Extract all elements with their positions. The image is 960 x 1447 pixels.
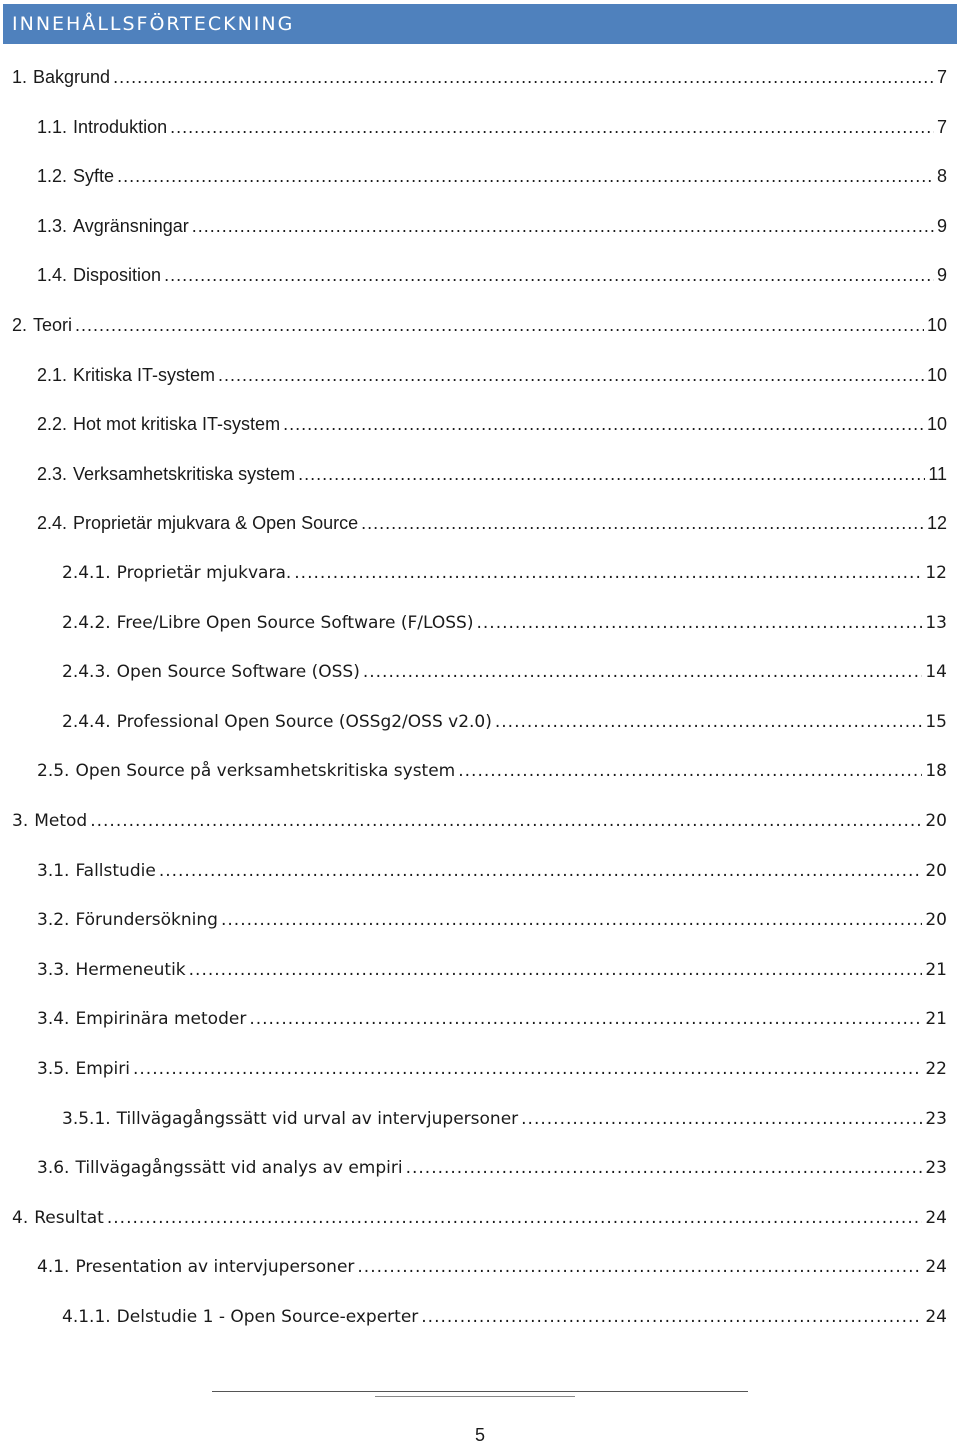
toc-entry-number: 1.2.	[37, 166, 68, 186]
toc-dot-leader	[294, 560, 922, 586]
toc-entry-page: 24	[925, 1307, 947, 1327]
toc-entry-title: Resultat	[34, 1208, 104, 1228]
toc-dot-leader	[189, 957, 923, 983]
toc-entry-number: 2.4.3.	[62, 662, 111, 682]
toc-entry-number: 3.2.	[37, 910, 70, 930]
toc-dot-leader	[421, 1304, 922, 1330]
toc-entry[interactable]	[37, 907, 947, 933]
toc-entry[interactable]	[37, 510, 947, 536]
toc-heading: INNEHÅLLSFÖRTECKNING	[12, 13, 295, 35]
toc-dot-leader	[521, 1106, 922, 1132]
toc-dot-leader	[495, 709, 922, 735]
toc-entry-number: 4.	[12, 1208, 29, 1228]
toc-dot-leader	[283, 411, 924, 437]
toc-entry-page: 7	[936, 117, 947, 137]
toc-entry[interactable]	[37, 957, 947, 983]
footer-rule	[212, 1391, 748, 1392]
toc-dot-leader	[107, 1205, 923, 1231]
toc-entry-page: 20	[925, 811, 947, 831]
toc-entry[interactable]	[37, 858, 947, 884]
footer-rule-short	[375, 1396, 575, 1397]
toc-entry-number: 1.3.	[37, 216, 68, 236]
toc-dot-leader	[361, 510, 924, 536]
toc-entry[interactable]	[12, 1205, 947, 1231]
toc-dot-leader	[249, 1006, 922, 1032]
toc-entry-page: 7	[936, 67, 947, 87]
toc-entry-title: Avgränsningar	[73, 216, 189, 236]
toc-heading-bar	[3, 4, 957, 44]
toc-dot-leader	[221, 907, 922, 933]
toc-entry-title: Teori	[33, 315, 73, 335]
toc-entry-title: Open Source på verksamhetskritiska system	[75, 761, 456, 781]
toc-entry-title: Hot mot kritiska IT-system	[73, 414, 281, 434]
toc-entry-title: Empirinära metoder	[75, 1009, 247, 1029]
toc-dot-leader	[159, 858, 923, 884]
toc-entry-number: 3.4.	[37, 1009, 70, 1029]
toc-entry-page: 24	[925, 1208, 947, 1228]
toc-entry[interactable]	[37, 758, 947, 784]
toc-entry[interactable]	[62, 1304, 947, 1330]
toc-entry-number: 3.5.1.	[62, 1109, 111, 1129]
toc-dot-leader	[170, 114, 934, 140]
toc-entry[interactable]	[37, 411, 947, 437]
toc-entry-page: 20	[925, 910, 947, 930]
toc-entry-title: Hermeneutik	[75, 960, 186, 980]
toc-entry[interactable]	[62, 709, 947, 735]
toc-entry[interactable]	[12, 64, 947, 90]
toc-entry-number: 2.4.	[37, 513, 68, 533]
toc-dot-leader	[357, 1254, 922, 1280]
toc-entry-page: 21	[925, 1009, 947, 1029]
toc-entry[interactable]	[12, 808, 947, 834]
toc-entry-number: 3.1.	[37, 861, 70, 881]
toc-entry-page: 20	[925, 861, 947, 881]
toc-entry-title: Disposition	[73, 265, 162, 285]
toc-entry[interactable]	[37, 262, 947, 288]
toc-entry-title: Free/Libre Open Source Software (F/LOSS)	[116, 613, 474, 633]
toc-entry-title: Metod	[34, 811, 88, 831]
toc-entry-number: 1.4.	[37, 265, 68, 285]
toc-entry-title: Professional Open Source (OSSg2/OSS v2.0)	[116, 712, 492, 732]
toc-dot-leader	[363, 659, 923, 685]
toc-dot-leader	[192, 213, 934, 239]
toc-entry-number: 2.4.2.	[62, 613, 111, 633]
toc-entry[interactable]	[37, 163, 947, 189]
toc-entry[interactable]	[37, 1006, 947, 1032]
toc-entry-page: 9	[936, 216, 947, 236]
toc-entry[interactable]	[62, 560, 947, 586]
toc-entry-page: 10	[926, 315, 947, 335]
toc-entry[interactable]	[37, 1056, 947, 1082]
toc-entry-title: Delstudie 1 - Open Source-experter	[116, 1307, 419, 1327]
toc-entry-title: Fallstudie	[75, 861, 156, 881]
toc-entry-title: Introduktion	[73, 117, 168, 137]
toc-entry-number: 2.3.	[37, 464, 68, 484]
toc-entry[interactable]	[37, 1254, 947, 1280]
toc-entry[interactable]	[62, 659, 947, 685]
toc-entry-number: 4.1.	[37, 1257, 70, 1277]
toc-entry-number: 2.	[12, 315, 28, 335]
toc-entry-title: Verksamhetskritiska system	[73, 464, 296, 484]
toc-entry-page: 18	[925, 761, 947, 781]
toc-entry-page: 9	[936, 265, 947, 285]
toc-entry-title: Bakgrund	[33, 67, 111, 87]
toc-entry-title: Tillvägagångssätt vid analys av empiri	[75, 1158, 403, 1178]
toc-entry-number: 2.4.1.	[62, 563, 111, 583]
toc-entry-title: Kritiska IT-system	[73, 365, 216, 385]
toc-entry[interactable]	[37, 1155, 947, 1181]
toc-entry[interactable]	[37, 362, 947, 388]
toc-dot-leader	[164, 262, 934, 288]
toc-entry[interactable]	[37, 114, 947, 140]
toc-entry-title: Open Source Software (OSS)	[116, 662, 360, 682]
toc-entry[interactable]	[37, 213, 947, 239]
toc-entry-title: Proprietär mjukvara & Open Source	[73, 513, 359, 533]
toc-entry-page: 21	[925, 960, 947, 980]
toc-entry-title: Syfte	[73, 166, 115, 186]
toc-entry-page: 12	[925, 563, 947, 583]
toc-entry-page: 15	[925, 712, 947, 732]
toc-entry-number: 1.1.	[37, 117, 68, 137]
toc-entry-title: Proprietär mjukvara.	[116, 563, 292, 583]
toc-entry-page: 22	[925, 1059, 947, 1079]
toc-dot-leader	[113, 64, 934, 90]
toc-entry-page: 8	[936, 166, 947, 186]
toc-entry-page: 24	[925, 1257, 947, 1277]
page-number: 5	[474, 1425, 485, 1445]
toc-entry-number: 2.2.	[37, 414, 68, 434]
toc-entry-number: 3.5.	[37, 1059, 70, 1079]
toc-entry-number: 1.	[12, 67, 28, 87]
toc-entry-number: 2.5.	[37, 761, 70, 781]
toc-dot-leader	[458, 758, 922, 784]
toc-entry[interactable]	[37, 461, 947, 487]
toc-entry-page: 11	[928, 464, 947, 484]
toc-entry-number: 2.4.4.	[62, 712, 111, 732]
toc-entry-page: 14	[925, 662, 947, 682]
toc-entry-number: 3.6.	[37, 1158, 70, 1178]
toc-entry-number: 3.3.	[37, 960, 70, 980]
toc-entry-title: Presentation av intervjupersoner	[75, 1257, 355, 1277]
toc-entry-title: Förundersökning	[75, 910, 218, 930]
toc-entry[interactable]	[12, 312, 947, 338]
toc-entry-number: 3.	[12, 811, 29, 831]
toc-dot-leader	[90, 808, 922, 834]
toc-dot-leader	[133, 1056, 922, 1082]
toc-entry-page: 10	[926, 414, 947, 434]
toc-entry-page: 23	[925, 1158, 947, 1178]
toc-entry-page: 10	[926, 365, 947, 385]
toc-dot-leader	[75, 312, 924, 338]
toc-entry-title: Tillvägagångssätt vid urval av intervjupersoner	[116, 1109, 519, 1129]
toc-entry[interactable]	[62, 610, 947, 636]
toc-entry-title: Empiri	[75, 1059, 130, 1079]
toc-entry-number: 2.1.	[37, 365, 68, 385]
toc-dot-leader	[476, 610, 922, 636]
toc-entry-page: 12	[926, 513, 947, 533]
toc-dot-leader	[298, 461, 925, 487]
toc-dot-leader	[218, 362, 924, 388]
toc-entry-page: 23	[925, 1109, 947, 1129]
toc-entry-number: 4.1.1.	[62, 1307, 111, 1327]
toc-entry[interactable]	[62, 1106, 947, 1132]
toc-dot-leader	[406, 1155, 923, 1181]
toc-entry-page: 13	[925, 613, 947, 633]
toc-dot-leader	[117, 163, 934, 189]
